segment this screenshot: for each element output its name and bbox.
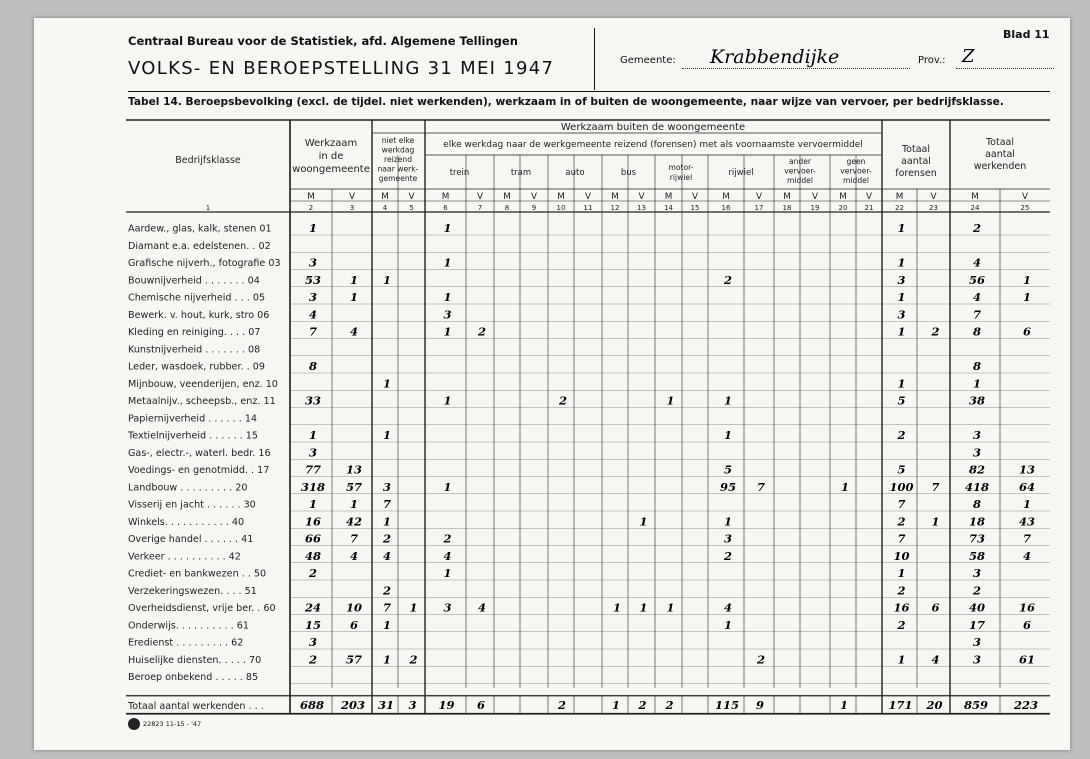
mv-label: V xyxy=(584,192,592,202)
handwritten-value: 1 xyxy=(308,221,318,235)
handwritten-value: 1 xyxy=(308,428,318,442)
header-rijwiel: rijwiel xyxy=(728,168,754,178)
handwritten-value: 2 xyxy=(477,324,487,339)
handwritten-value: 2 xyxy=(308,566,318,580)
column-number: 1 xyxy=(205,204,211,212)
handwritten-value: 5 xyxy=(897,462,906,477)
handwritten-value: 7 xyxy=(897,531,906,546)
handwritten-value: 7 xyxy=(972,307,982,322)
header-totaal-forensen: forensen xyxy=(895,168,937,179)
total-value: 20 xyxy=(926,697,943,712)
row-label: Verzekeringswezen. . . . 51 xyxy=(128,585,257,597)
handwritten-value: 7 xyxy=(756,479,766,494)
handwritten-value: 42 xyxy=(345,514,363,529)
handwritten-value: 3 xyxy=(972,428,982,442)
handwritten-value: 3 xyxy=(972,566,982,580)
handwritten-value: 3 xyxy=(972,445,982,460)
column-number: 23 xyxy=(929,204,938,212)
row-label: Landbouw . . . . . . . . . 20 xyxy=(128,482,248,494)
handwritten-value: 1 xyxy=(723,514,733,529)
total-value: 2 xyxy=(665,697,674,712)
column-number: 19 xyxy=(810,204,820,212)
mv-label: M xyxy=(307,192,315,202)
row-label: Huiselijke diensten. . . . . 70 xyxy=(128,654,262,666)
handwritten-value: 3 xyxy=(308,445,318,460)
handwritten-value: 15 xyxy=(304,617,322,632)
table-title: Tabel 14. Beroepsbevolking (excl. de tijdel. niet werkenden), werkzaam in of buiten de woongemeente, naar wijze van vervoer, per bedrijfsklasse. xyxy=(128,96,1004,108)
handwritten-value: 1 xyxy=(349,497,359,511)
organisation-header: Centraal Bureau voor de Statistiek, afd. Algemene Tellingen xyxy=(128,34,518,48)
handwritten-value: 3 xyxy=(443,600,452,615)
handwritten-value: 3 xyxy=(382,479,392,494)
mv-label: V xyxy=(476,192,484,202)
handwritten-value: 2 xyxy=(382,531,392,546)
handwritten-value: 1 xyxy=(931,514,940,529)
handwritten-value: 1 xyxy=(382,652,392,667)
handwritten-value: 1 xyxy=(723,428,733,442)
handwritten-value: 1 xyxy=(639,600,648,615)
handwritten-value: 7 xyxy=(382,497,392,511)
handwritten-value: 17 xyxy=(968,617,986,632)
handwritten-value: 18 xyxy=(968,514,986,529)
handwritten-value: 7 xyxy=(931,479,940,494)
handwritten-value: 3 xyxy=(972,652,982,667)
handwritten-value: 1 xyxy=(382,514,392,529)
header-geen-vervoermiddel: middel xyxy=(843,176,869,185)
mv-label: M xyxy=(971,192,979,202)
handwritten-value: 2 xyxy=(897,617,906,632)
handwritten-value: 2 xyxy=(443,531,452,546)
row-label: Mijnbouw, veenderijen, enz. 10 xyxy=(128,378,278,390)
column-number: 8 xyxy=(504,204,510,212)
row-label: Crediet- en bankwezen . . 50 xyxy=(128,568,267,580)
handwritten-value: 1 xyxy=(443,221,452,235)
column-number: 17 xyxy=(754,204,764,212)
handwritten-value: 1 xyxy=(897,221,906,235)
handwritten-value: 58 xyxy=(968,548,986,563)
header-niet-elke-werkdag: niet elke xyxy=(381,136,415,145)
total-value: 3 xyxy=(408,697,417,712)
handwritten-value: 6 xyxy=(931,600,940,615)
header-elke-werkdag: elke werkdag naar de werkgemeente reizend (forensen) met als voornaamste vervoermiddel xyxy=(443,140,863,150)
handwritten-value: 1 xyxy=(897,652,906,667)
handwritten-value: 4 xyxy=(477,600,487,615)
handwritten-value: 1 xyxy=(349,290,359,304)
total-value: 6 xyxy=(476,697,486,712)
handwritten-value: 2 xyxy=(409,652,418,667)
column-number: 15 xyxy=(690,204,700,212)
handwritten-value: 1 xyxy=(1022,272,1032,287)
mv-label: M xyxy=(783,192,791,202)
handwritten-value: 2 xyxy=(756,652,766,667)
handwritten-value: 1 xyxy=(443,255,452,270)
handwritten-value: 2 xyxy=(382,583,392,598)
handwritten-value: 10 xyxy=(893,548,910,563)
column-number: 5 xyxy=(409,204,414,212)
handwritten-value: 1 xyxy=(1022,290,1032,304)
handwritten-value: 1 xyxy=(382,428,392,442)
total-row-label: Totaal aantal werkenden . . . xyxy=(128,700,264,712)
row-label: Beroep onbekend . . . . . 85 xyxy=(128,672,259,683)
handwritten-value: 95 xyxy=(719,479,737,494)
total-value: 2 xyxy=(557,697,567,712)
handwritten-value: 48 xyxy=(304,548,322,563)
handwritten-value: 4 xyxy=(349,324,359,339)
handwritten-value: 1 xyxy=(443,479,452,494)
row-label: Chemische nijverheid . . . 05 xyxy=(128,292,266,304)
total-value: 2 xyxy=(638,697,647,712)
handwritten-value: 5 xyxy=(897,393,906,408)
handwritten-value: 7 xyxy=(382,600,392,615)
sheet-number: Blad 11 xyxy=(1003,28,1050,41)
handwritten-value: 1 xyxy=(897,376,906,391)
handwritten-value: 2 xyxy=(558,393,568,408)
handwritten-value: 33 xyxy=(304,393,322,408)
handwritten-value: 1 xyxy=(308,497,318,511)
header-geen-vervoermiddel: geen xyxy=(846,157,866,166)
column-number: 22 xyxy=(895,204,904,212)
column-number: 7 xyxy=(477,204,483,212)
header-woongemeente: woongemeente xyxy=(292,164,370,175)
handwritten-value: 6 xyxy=(1022,324,1032,339)
mv-label: V xyxy=(691,192,699,202)
handwritten-value: 57 xyxy=(345,652,363,667)
header-trein: trein xyxy=(449,168,470,178)
header-motor: motor- xyxy=(668,163,694,172)
handwritten-value: 1 xyxy=(443,393,452,408)
handwritten-value: 16 xyxy=(304,514,322,529)
handwritten-value: 2 xyxy=(931,324,940,339)
header-werkzaam-buiten: Werkzaam buiten de woongemeente xyxy=(560,122,746,133)
total-value: 31 xyxy=(377,697,395,712)
column-number: 3 xyxy=(349,204,355,212)
handwritten-value: 7 xyxy=(349,531,359,546)
handwritten-value: 61 xyxy=(1018,652,1036,667)
handwritten-value: 82 xyxy=(968,462,986,477)
handwritten-value: 3 xyxy=(443,307,452,322)
handwritten-value: 2 xyxy=(897,428,906,442)
header-ander-vervoermiddel: vervoer- xyxy=(784,166,816,176)
header-werkzaam-in: Werkzaam xyxy=(304,138,358,149)
row-label: Overige handel . . . . . . 41 xyxy=(128,534,254,545)
handwritten-value: 3 xyxy=(308,635,318,649)
handwritten-value: 40 xyxy=(968,600,986,615)
handwritten-value: 16 xyxy=(893,600,910,615)
row-label: Papiernijverheid . . . . . . 14 xyxy=(128,413,258,425)
header-bus: bus xyxy=(620,168,637,178)
province-value[interactable]: Z xyxy=(962,46,975,67)
mv-label: V xyxy=(755,192,763,202)
total-value: 1 xyxy=(839,697,849,712)
mv-label: V xyxy=(638,192,645,202)
header-geen-vervoermiddel: vervoer- xyxy=(840,166,872,176)
handwritten-value: 4 xyxy=(1022,548,1032,563)
handwritten-value: 1 xyxy=(612,600,622,615)
handwritten-value: 8 xyxy=(972,324,982,339)
handwritten-value: 38 xyxy=(968,393,986,408)
header-niet-elke-werkdag: werkdag xyxy=(381,145,415,155)
handwritten-value: 1 xyxy=(382,617,392,632)
column-number: 21 xyxy=(864,204,874,212)
handwritten-value: 1 xyxy=(666,393,675,408)
column-number: 10 xyxy=(556,204,566,212)
handwritten-value: 1 xyxy=(897,290,906,304)
row-label: Voedings- en genotmidd. . 17 xyxy=(128,465,270,476)
column-number: 14 xyxy=(664,204,673,212)
mv-label: M xyxy=(664,192,673,202)
handwritten-value: 1 xyxy=(382,376,392,391)
mv-label: V xyxy=(1021,192,1029,202)
total-value: 171 xyxy=(888,697,913,712)
column-number: 25 xyxy=(1020,204,1030,212)
handwritten-value: 1 xyxy=(382,272,392,287)
handwritten-value: 4 xyxy=(972,255,982,270)
handwritten-value: 16 xyxy=(1018,600,1036,615)
handwritten-value: 4 xyxy=(382,548,392,563)
handwritten-value: 2 xyxy=(897,583,906,598)
handwritten-value: 418 xyxy=(964,479,990,494)
handwritten-value: 1 xyxy=(897,566,906,580)
column-number: 13 xyxy=(637,204,646,212)
header-werkzaam-in-de: in de xyxy=(318,151,344,162)
publisher-code: 22823 11-15 - '47 xyxy=(143,720,202,728)
handwritten-value: 1 xyxy=(639,514,648,529)
handwritten-value: 7 xyxy=(308,324,318,339)
column-number: 6 xyxy=(443,204,448,212)
row-label: Aardew., glas, kalk, stenen 01 xyxy=(128,223,272,235)
handwritten-value: 318 xyxy=(300,479,326,494)
mv-label: V xyxy=(865,192,873,202)
row-label: Textielnijverheid . . . . . . 15 xyxy=(128,430,258,442)
handwritten-value: 4 xyxy=(349,548,359,563)
mv-label: M xyxy=(895,192,904,202)
handwritten-value: 56 xyxy=(968,272,986,287)
header-totaal-werkenden: Totaal xyxy=(985,137,1015,148)
total-value: 688 xyxy=(299,697,325,712)
handwritten-value: 3 xyxy=(308,255,318,270)
handwritten-value: 13 xyxy=(1018,462,1036,477)
header-rijwiel-motor: rijwiel xyxy=(669,173,693,182)
header-bedrijfsklasse: Bedrijfsklasse xyxy=(175,155,241,166)
handwritten-value: 1 xyxy=(897,324,906,339)
column-number: 9 xyxy=(531,204,537,212)
handwritten-value: 43 xyxy=(1018,514,1036,529)
row-label: Grafische nijverh., fotografie 03 xyxy=(128,258,281,269)
column-number: 4 xyxy=(382,204,388,212)
mv-label: M xyxy=(381,192,389,202)
handwritten-value: 13 xyxy=(345,462,363,477)
mv-label: V xyxy=(408,192,415,202)
handwritten-value: 2 xyxy=(723,272,733,287)
gemeente-label: Gemeente: xyxy=(620,55,676,66)
handwritten-value: 1 xyxy=(443,566,452,580)
handwritten-value: 3 xyxy=(897,307,906,322)
row-label: Verkeer . . . . . . . . . . 42 xyxy=(128,551,241,563)
handwritten-value: 1 xyxy=(666,600,675,615)
total-value: 19 xyxy=(438,697,455,712)
mv-label: M xyxy=(503,192,511,202)
row-label: Metaalnijv., scheepsb., enz. 11 xyxy=(128,396,276,407)
handwritten-value: 5 xyxy=(723,462,733,477)
handwritten-value: 1 xyxy=(1022,497,1032,511)
column-number: 18 xyxy=(782,204,792,212)
handwritten-value: 6 xyxy=(349,617,359,632)
total-value: 859 xyxy=(963,697,989,712)
row-label: Gas-, electr.-, waterl. bedr. 16 xyxy=(128,447,271,459)
mv-label: V xyxy=(348,192,356,202)
mv-label: M xyxy=(441,192,450,202)
column-number: 20 xyxy=(838,204,848,212)
handwritten-value: 7 xyxy=(1022,531,1032,546)
total-value: 203 xyxy=(340,697,366,712)
handwritten-value: 57 xyxy=(345,479,363,494)
gemeente-value[interactable]: Krabbendijke xyxy=(710,46,840,68)
header-totaal-forensen: Totaal xyxy=(901,144,931,155)
handwritten-value: 1 xyxy=(349,272,359,287)
handwritten-value: 2 xyxy=(723,548,733,563)
handwritten-value: 6 xyxy=(1022,617,1032,632)
handwritten-value: 8 xyxy=(972,497,982,511)
handwritten-value: 4 xyxy=(931,652,940,667)
header-totaal-werkenden: werkenden xyxy=(973,161,1027,172)
column-number: 2 xyxy=(308,204,314,212)
handwritten-value: 53 xyxy=(304,272,322,287)
form-title: VOLKS- EN BEROEPSTELLING 31 MEI 1947 xyxy=(128,58,555,79)
handwritten-value: 1 xyxy=(409,600,418,615)
mv-label: M xyxy=(722,192,730,202)
header-niet-elke-werkdag: naar werk- xyxy=(377,164,419,174)
handwritten-value: 10 xyxy=(345,600,363,615)
row-label: Eredienst . . . . . . . . . 62 xyxy=(128,637,244,649)
header-totaal-werkenden: aantal xyxy=(985,149,1015,160)
handwritten-value: 4 xyxy=(308,307,318,322)
header-ander-vervoermiddel: ander xyxy=(788,157,812,166)
handwritten-value: 7 xyxy=(897,497,906,511)
mv-label: M xyxy=(611,192,619,202)
handwritten-value: 1 xyxy=(723,393,733,408)
row-label: Leder, wasdoek, rubber. . 09 xyxy=(128,361,265,373)
row-label: Bewerk. v. hout, kurk, stro 06 xyxy=(128,309,270,321)
handwritten-value: 3 xyxy=(972,635,982,649)
total-value: 115 xyxy=(714,697,740,712)
handwritten-value: 1 xyxy=(723,617,733,632)
column-number: 11 xyxy=(583,204,593,212)
mv-label: M xyxy=(839,192,847,202)
handwritten-value: 100 xyxy=(889,479,914,494)
handwritten-value: 1 xyxy=(840,479,850,494)
handwritten-value: 1 xyxy=(972,376,982,391)
handwritten-value: 66 xyxy=(304,531,322,546)
handwritten-value: 3 xyxy=(308,290,318,304)
mv-label: V xyxy=(930,192,937,202)
handwritten-value: 2 xyxy=(897,514,906,529)
total-value: 223 xyxy=(1013,697,1039,712)
total-value: 9 xyxy=(755,697,765,712)
handwritten-value: 4 xyxy=(723,600,733,615)
row-label: Overheidsdienst, vrije ber. . 60 xyxy=(128,603,276,614)
mv-label: M xyxy=(557,192,565,202)
row-label: Diamant e.a. edelstenen. . 02 xyxy=(128,240,271,252)
handwritten-value: 2 xyxy=(972,221,982,235)
handwritten-value: 2 xyxy=(972,583,982,598)
handwritten-value: 4 xyxy=(972,290,982,304)
row-label: Visserij en jacht . . . . . . 30 xyxy=(128,499,256,511)
row-label: Kleding en reiniging. . . . 07 xyxy=(128,327,261,338)
header-totaal-forensen: aantal xyxy=(901,156,931,167)
handwritten-value: 64 xyxy=(1018,479,1036,494)
header-ander-vervoermiddel: middel xyxy=(787,176,813,185)
column-number: 16 xyxy=(721,204,731,212)
mv-label: V xyxy=(811,192,819,202)
header-auto: auto xyxy=(565,168,585,178)
header-tram: tram xyxy=(510,168,532,178)
handwritten-value: 3 xyxy=(897,272,906,287)
handwritten-value: 1 xyxy=(897,255,906,270)
handwritten-value: 8 xyxy=(972,359,982,373)
handwritten-value: 1 xyxy=(443,324,452,339)
handwritten-value: 8 xyxy=(308,359,318,373)
header-niet-elke-werkdag: gemeente xyxy=(378,174,418,183)
column-number: 12 xyxy=(610,204,620,212)
handwritten-value: 3 xyxy=(723,531,733,546)
handwritten-value: 2 xyxy=(308,652,318,667)
total-value: 1 xyxy=(611,697,621,712)
province-label: Prov.: xyxy=(918,55,946,66)
column-number: 24 xyxy=(970,204,980,212)
header-niet-elke-werkdag: reizend xyxy=(383,155,413,164)
row-label: Onderwijs. . . . . . . . . . 61 xyxy=(128,620,249,632)
row-label: Bouwnijverheid . . . . . . . 04 xyxy=(128,275,260,287)
handwritten-value: 24 xyxy=(304,600,322,615)
handwritten-value: 77 xyxy=(304,462,322,477)
row-label: Kunstnijverheid . . . . . . . 08 xyxy=(128,344,261,356)
row-label: Winkels. . . . . . . . . . . 40 xyxy=(128,516,245,528)
handwritten-value: 73 xyxy=(968,531,986,546)
mv-label: V xyxy=(530,192,538,202)
handwritten-value: 4 xyxy=(443,548,452,563)
handwritten-value: 1 xyxy=(443,290,452,304)
